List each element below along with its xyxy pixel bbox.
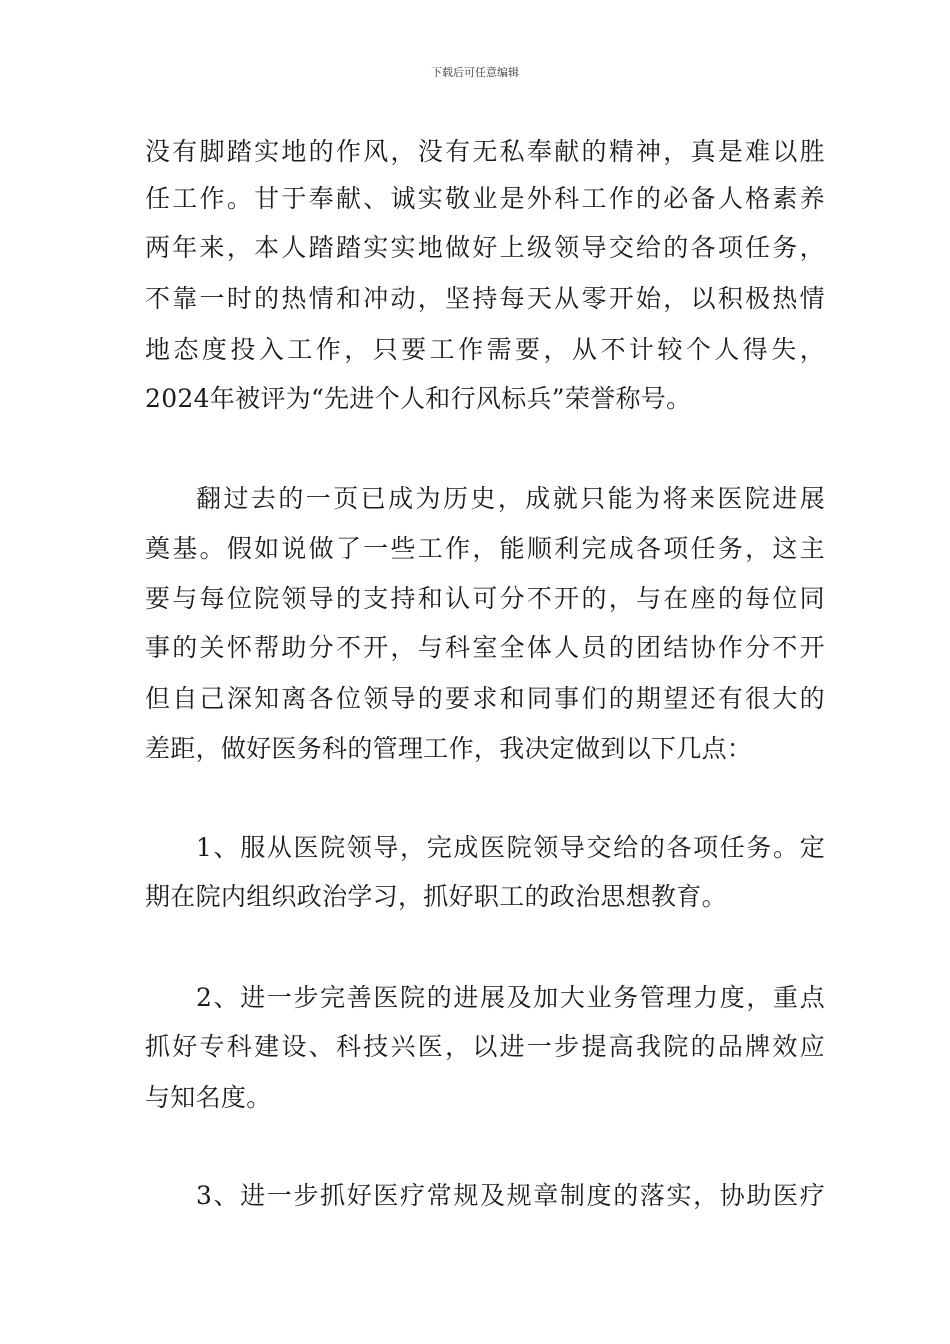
text-line: 不靠一时的热情和冲动，坚持每天从零开始，以积极热情 [145, 284, 825, 313]
text-line: 期在院内组织政治学习，抓好职工的政治思想教育。 [145, 882, 727, 911]
text-line: 翻过去的一页已成为历史，成就只能为将来医院进展 [196, 484, 825, 513]
text-line: 3、进一步抓好医疗常规及规章制度的落实，协助医疗 [196, 1181, 825, 1210]
text-line: 2024年被评为“先进个人和行风标兵”荣誉称号。 [145, 384, 692, 413]
text-line: 奠基。假如说做了一些工作，能顺利完成各项任务，这主 [145, 534, 825, 563]
text-line: 2、进一步完善医院的进展及加大业务管理力度，重点 [196, 983, 825, 1012]
download-note: 下载后可任意编辑 [431, 66, 519, 79]
text-line: 地态度投入工作，只要工作需要，从不计较个人得失， [145, 335, 825, 364]
text-line: 任工作。甘于奉献、诚实敬业是外科工作的必备人格素养 [145, 184, 825, 213]
text-line: 要与每位院领导的支持和认可分不开的，与在座的每位同 [145, 584, 825, 613]
text-line: 与知名度。 [145, 1083, 272, 1112]
text-line: 抓好专科建设、科技兴医，以进一步提高我院的品牌效应 [145, 1032, 825, 1061]
text-line: 没有脚踏实地的作风，没有无私奉献的精神，真是难以胜 [145, 137, 825, 166]
text-line: 1、服从医院领导，完成医院领导交给的各项任务。定 [196, 833, 825, 862]
text-line: 两年来，本人踏踏实实地做好上级领导交给的各项任务， [145, 233, 825, 262]
text-line: 事的关怀帮助分不开，与科室全体人员的团结协作分不开 [145, 633, 825, 662]
text-line: 但自己深知离各位领导的要求和同事们的期望还有很大的 [145, 684, 825, 713]
text-line: 差距，做好医务科的管理工作，我决定做到以下几点： [145, 734, 753, 763]
